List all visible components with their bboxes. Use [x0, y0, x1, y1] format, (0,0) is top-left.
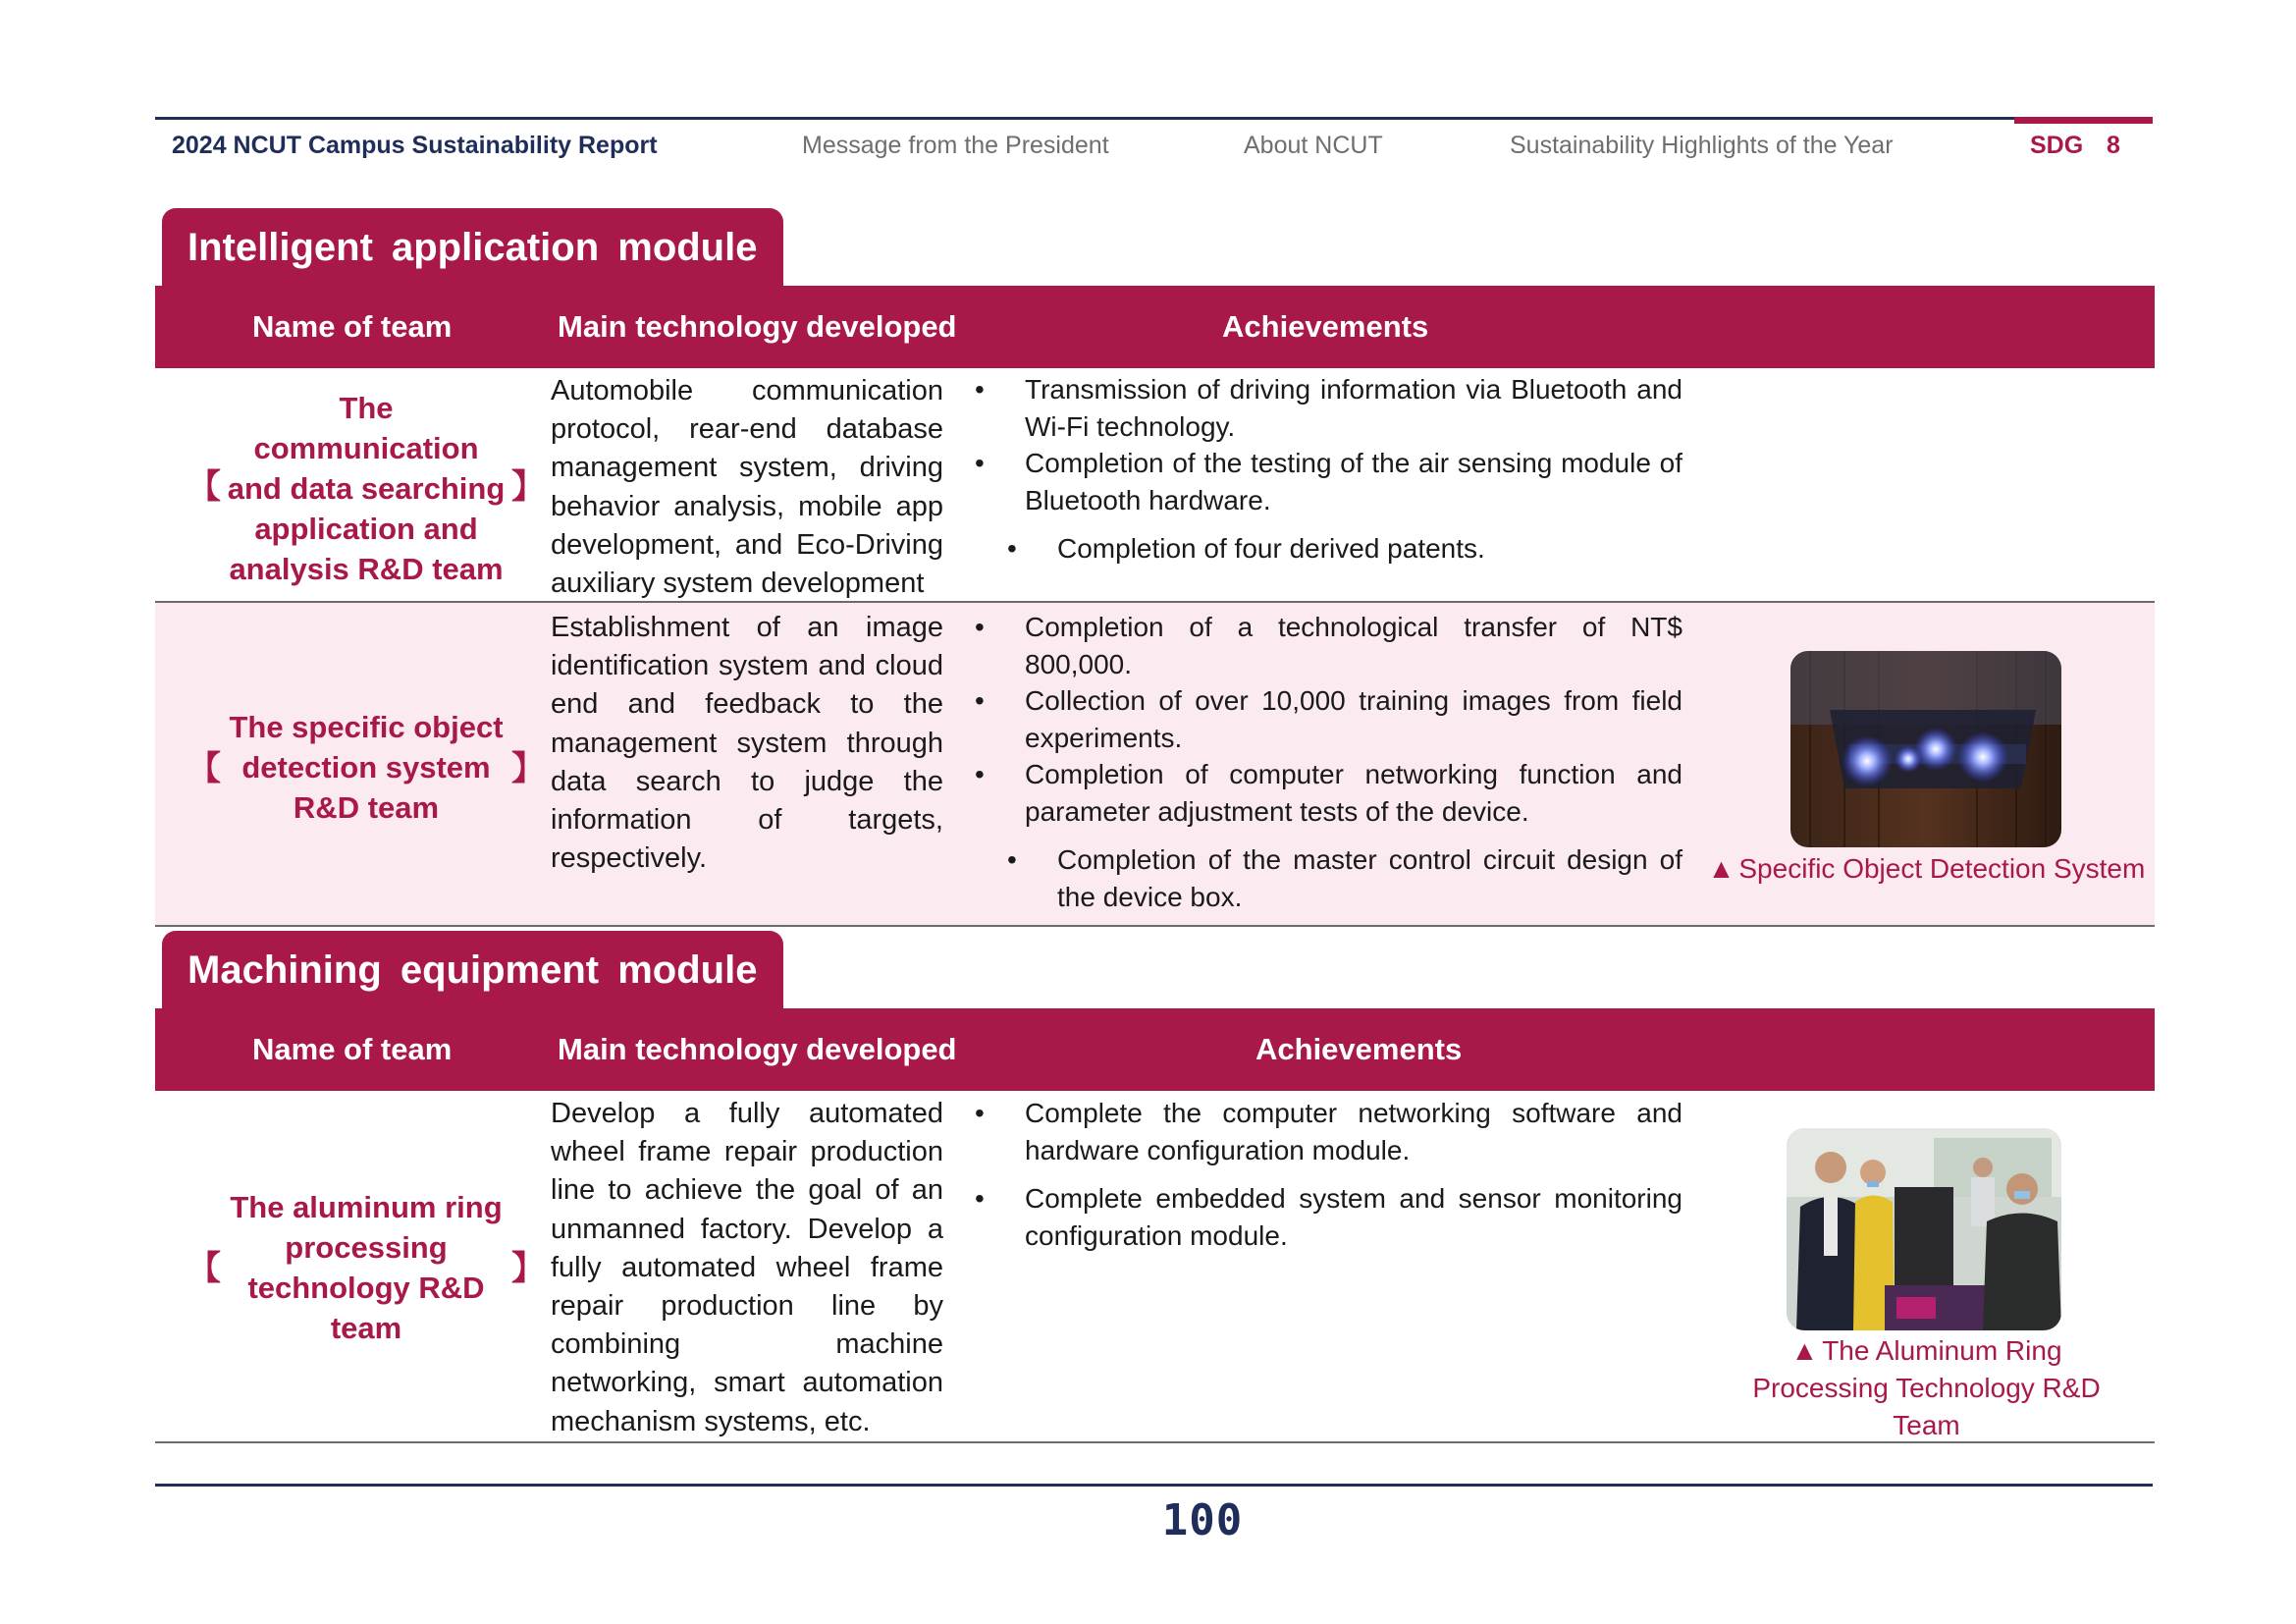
aluminum-team-caption: ▲ The Aluminum Ring Processing Technology R&D Team: [1703, 1332, 2150, 1444]
achievements-list: [975, 1095, 1682, 1254]
bracket-open: 【: [187, 750, 221, 787]
tech-description: Automobile communication protocol, rear-end database management system, driving behavior analysis, mobile app development, and Eco-Driving auxiliary system development: [551, 375, 943, 600]
list-item: • Completion of the testing of the air sensing module of Bluetooth hardware.: [975, 448, 1682, 515]
col-tech-header: Main technology developed: [558, 1032, 957, 1066]
aluminum-team-photo: [1787, 1128, 2061, 1330]
tech-description: Establishment of an image identification system and cloud end and feedback to the management system through data search to judge the information of targets, respectively.: [551, 612, 943, 875]
list-item: • Collection of over 10,000 training images from field experiments.: [975, 685, 1682, 753]
col-achievements-header: Achievements: [1222, 309, 1429, 344]
bracket-open: 【: [187, 1250, 221, 1287]
triangle-marker-icon: ▲: [1790, 1335, 1819, 1366]
achievements-list: [975, 371, 1682, 568]
list-item: • Complete embedded system and sensor monitoring configuration module.: [975, 1183, 1682, 1251]
triangle-marker-icon: ▲: [1707, 853, 1735, 884]
team-name: The communication and data searching application and analysis R&D team: [227, 391, 506, 586]
detection-system-photo: [1790, 651, 2061, 847]
nav-sustainability-highlights[interactable]: Sustainability Highlights of the Year: [1510, 132, 1894, 159]
col-tech-header: Main technology developed: [558, 309, 957, 344]
bracket-close: 】: [511, 750, 545, 787]
col-achievements-header: Achievements: [1255, 1032, 1463, 1066]
sdg-number: 8: [2107, 132, 2120, 159]
list-item: • Transmission of driving information via Bluetooth and Wi-Fi technology.: [975, 374, 1682, 442]
achievements-list: [975, 609, 1682, 915]
header-rule: [155, 117, 2153, 120]
bracket-close: 】: [511, 1250, 545, 1287]
col-team-header: Name of team: [252, 1032, 453, 1066]
list-item: • Completion of four derived patents.: [1007, 533, 1485, 564]
tech-description: Develop a fully automated wheel frame repair production line to achieve the goal of an unmanned factory. Develop a fully automated wheel frame repair production line by combining machine networking, smart automation mechanism systems, etc.: [551, 1098, 943, 1437]
col-team-header: Name of team: [252, 309, 453, 344]
section-title-intelligent: Intelligent application module: [162, 208, 783, 287]
nav-message-from-president[interactable]: Message from the President: [802, 132, 1109, 159]
nav-about-ncut[interactable]: About NCUT: [1244, 132, 1383, 159]
report-title[interactable]: 2024 NCUT Campus Sustainability Report: [172, 132, 658, 159]
list-item: • Completion of computer networking function and parameter adjustment tests of the device.: [975, 759, 1682, 827]
list-item: • Completion of a technological transfer of NT$ 800,000.: [975, 612, 1682, 679]
list-item: • Completion of the master control circuit design of the device box.: [1007, 844, 1682, 912]
detection-system-caption: ▲ Specific Object Detection System: [1703, 850, 2150, 888]
team-name: The specific object detection system R&D team: [229, 710, 504, 825]
sdg-label: SDG: [2030, 132, 2084, 159]
list-item: • Complete the computer networking software and hardware configuration module.: [975, 1098, 1682, 1165]
table-header-intelligent: [155, 286, 2155, 368]
table-header-machining: [155, 1008, 2155, 1091]
bracket-open: 【: [187, 468, 221, 506]
row-divider: [155, 925, 2155, 927]
page-number: 100: [1161, 1495, 1244, 1545]
footer-rule: [155, 1484, 2153, 1487]
header-accent-bar: [2014, 117, 2153, 124]
team-name: The aluminum ring processing technology R&D team: [230, 1190, 503, 1345]
bracket-close: 】: [511, 468, 545, 506]
section-title-machining: Machining equipment module: [162, 931, 783, 1009]
